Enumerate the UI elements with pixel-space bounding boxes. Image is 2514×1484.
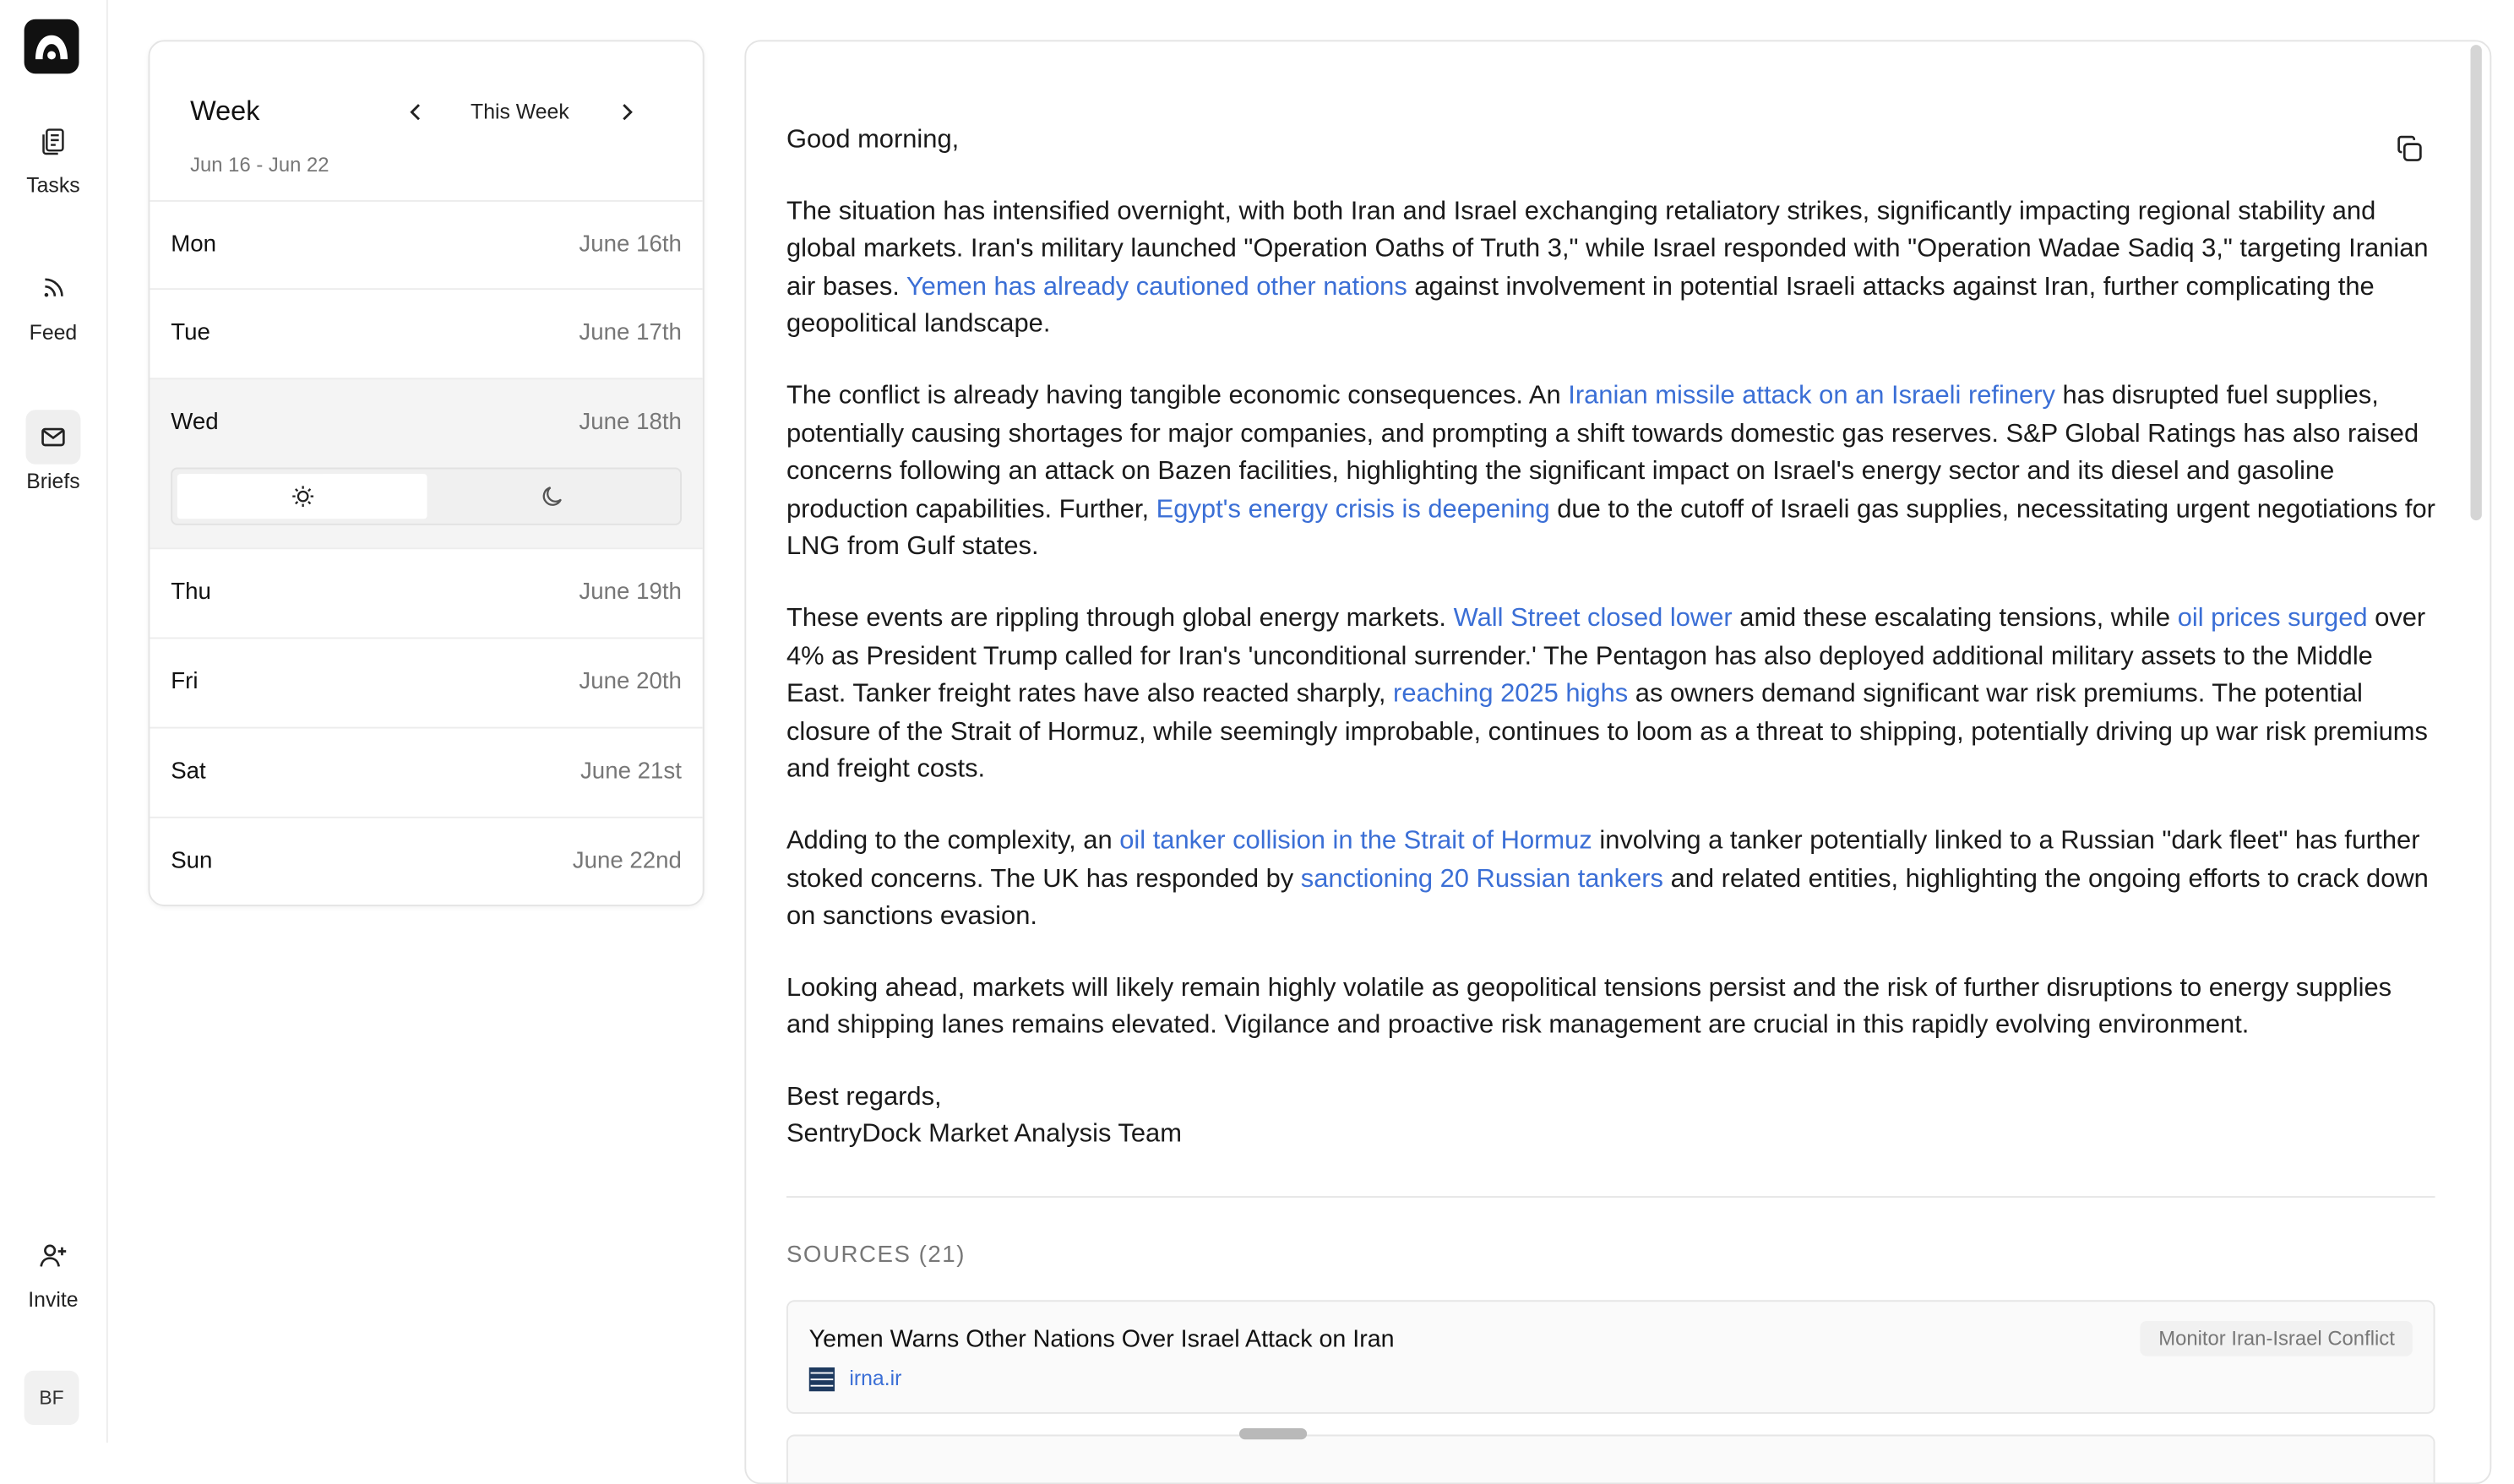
invite-button[interactable]	[0, 1228, 106, 1312]
tasks-icon	[26, 114, 81, 168]
day-name: Tue	[171, 320, 210, 346]
text: as owners demand significant war risk premiums. The potential closure of the Strait of Hormuz, while seemingly improbable, continues to loom as a threat to shipping, potentially driving up war risk premiums and freight costs.	[786, 679, 2428, 784]
day-name: Thu	[171, 579, 211, 606]
day-date: June 22nd	[572, 848, 682, 875]
brief-panel	[744, 40, 2491, 1484]
source-tag: Monitor Iran-Israel Conflict	[2141, 1321, 2413, 1356]
signoff: Best regards,	[786, 1082, 942, 1112]
day-name: Fri	[171, 669, 199, 695]
nav-tasks-label: Tasks	[26, 172, 80, 198]
next-week-button[interactable]	[607, 96, 646, 128]
link-tanker-collision[interactable]: oil tanker collision in the Strait of Hormuz	[1119, 826, 1592, 856]
text: and related entities, highlighting the ongoing efforts to crack down on sanctions evasion.	[786, 863, 2429, 931]
text: Adding to the complexity, an	[786, 826, 1113, 856]
resize-handle[interactable]	[1239, 1428, 1307, 1439]
nav-briefs[interactable]	[0, 410, 106, 493]
link-wall-street[interactable]: Wall Street closed lower	[1453, 603, 1733, 633]
text: has disrupted fuel supplies, potentially causing shortages for major companies, and prompting a shift towards domestic gas reserves. S&P Global Ratings has also raised concerns following an attack on Bazen facilities, highlighting the significant impact on Israel's energy sector and its diesel and gasoline production capabilities. Further,	[786, 381, 2419, 524]
paragraph-5: Looking ahead, markets will likely remain highly volatile as geopolitical tensions persist and the risk of further disruptions to energy supplies and shipping lanes remains elevated. Vigilance and proactive risk management are crucial in this rapidly evolving environment.	[786, 972, 2392, 1040]
day-name: Sun	[171, 848, 213, 875]
day-date: June 19th	[579, 579, 682, 606]
day-name: Mon	[171, 231, 217, 258]
text: The situation has intensified overnight, with both Iran and Israel exchanging retaliatory strikes, significantly impacting regional stability and global markets. Iran's military launched "Operation Oaths of Truth 3," while Israel responded with "Operation Wadae Sadiq 3," targeting Iranian air bases.	[786, 196, 2429, 301]
day-row-sun[interactable]	[150, 817, 702, 905]
day-row-fri[interactable]	[150, 637, 702, 725]
paragraph-1	[786, 193, 2438, 345]
text: against involvement in potential Israeli attacks against Iran, further complicating the geopolitical landscape.	[786, 271, 2375, 339]
scrollbar-thumb[interactable]	[2471, 45, 2482, 520]
source-title: Yemen Warns Other Nations Over Israel Attack on Iran	[808, 1325, 1395, 1353]
day-date: June 18th	[579, 410, 682, 436]
sun-icon	[289, 484, 315, 509]
week-title: Week	[190, 95, 260, 127]
prev-week-button[interactable]	[396, 96, 435, 128]
left-rail	[0, 0, 108, 1443]
link-sanctions[interactable]: sanctioning 20 Russian tankers	[1300, 863, 1663, 893]
paragraph-2	[786, 378, 2438, 567]
text: The conflict is already having tangible economic consequences. An	[786, 381, 1561, 410]
moon-icon	[539, 484, 565, 509]
text: due to the cutoff of Israeli gas supplies, necessitating urgent negotiations for LNG from Gulf states.	[786, 494, 2435, 562]
day-row-tue[interactable]	[150, 288, 702, 376]
link-oil-prices[interactable]: oil prices surged	[2177, 603, 2368, 633]
source-favicon-icon	[809, 1367, 835, 1391]
text: involving a tanker potentially linked to a Russian "dark fleet" has further stoked concerns. The UK has responded by	[786, 826, 2420, 893]
invite-label: Invite	[28, 1287, 79, 1312]
day-date: June 17th	[579, 320, 682, 346]
day-name: Wed	[171, 410, 219, 436]
day-name: Sat	[171, 758, 206, 785]
divider	[786, 1196, 2435, 1198]
text: over 4% as President Trump called for Iran's 'unconditional surrender.' The Pentagon has also deployed additional military assets to the Middle East. Tanker freight rates have also reacted sharply,	[786, 603, 2426, 709]
mail-icon	[26, 410, 81, 464]
paragraph-4	[786, 823, 2438, 936]
nav-tasks[interactable]	[0, 114, 106, 198]
link-2025-highs[interactable]: reaching 2025 highs	[1393, 679, 1629, 709]
greeting: Good morning,	[786, 124, 960, 154]
week-range: Jun 16 - Jun 22	[190, 153, 329, 177]
week-nav-label[interactable]: This Week	[471, 99, 569, 123]
day-date: June 21st	[580, 758, 682, 785]
source-card[interactable]	[786, 1435, 2435, 1484]
link-yemen-cautions[interactable]: Yemen has already cautioned other nations	[906, 271, 1407, 301]
chevron-left-icon	[408, 102, 424, 122]
theme-toggle	[171, 468, 682, 525]
link-refinery-attack[interactable]: Iranian missile attack on an Israeli refinery	[1568, 381, 2055, 410]
day-row-sat[interactable]	[150, 727, 702, 815]
avatar[interactable]: BF	[24, 1371, 79, 1425]
day-row-mon[interactable]	[150, 200, 702, 288]
source-domain-link[interactable]: irna.ir	[849, 1366, 902, 1390]
chevron-right-icon	[619, 102, 635, 122]
paragraph-3	[786, 601, 2438, 790]
day-date: June 20th	[579, 669, 682, 695]
dark-brief-toggle[interactable]	[427, 474, 677, 519]
feed-icon	[26, 261, 81, 315]
light-brief-toggle[interactable]	[177, 474, 427, 519]
link-egypt-energy[interactable]: Egypt's energy crisis is deepening	[1156, 494, 1550, 524]
day-row-thu[interactable]	[150, 547, 702, 635]
source-card[interactable]	[786, 1300, 2435, 1414]
text: These events are rippling through global energy markets.	[786, 603, 1447, 633]
brief-body	[786, 122, 2438, 1188]
app-logo[interactable]	[24, 19, 79, 73]
week-panel	[149, 40, 705, 906]
day-row-wed[interactable]	[150, 378, 702, 547]
nav-briefs-label: Briefs	[26, 469, 80, 493]
text: amid these escalating tensions, while	[1739, 603, 2171, 633]
logo-icon	[24, 19, 79, 73]
day-date: June 16th	[579, 231, 682, 258]
signature: SentryDock Market Analysis Team	[786, 1119, 1182, 1150]
nav-feed[interactable]	[0, 261, 106, 345]
nav-feed-label: Feed	[29, 320, 78, 345]
user-plus-icon	[26, 1228, 81, 1282]
sources-heading: SOURCES (21)	[786, 1242, 966, 1269]
